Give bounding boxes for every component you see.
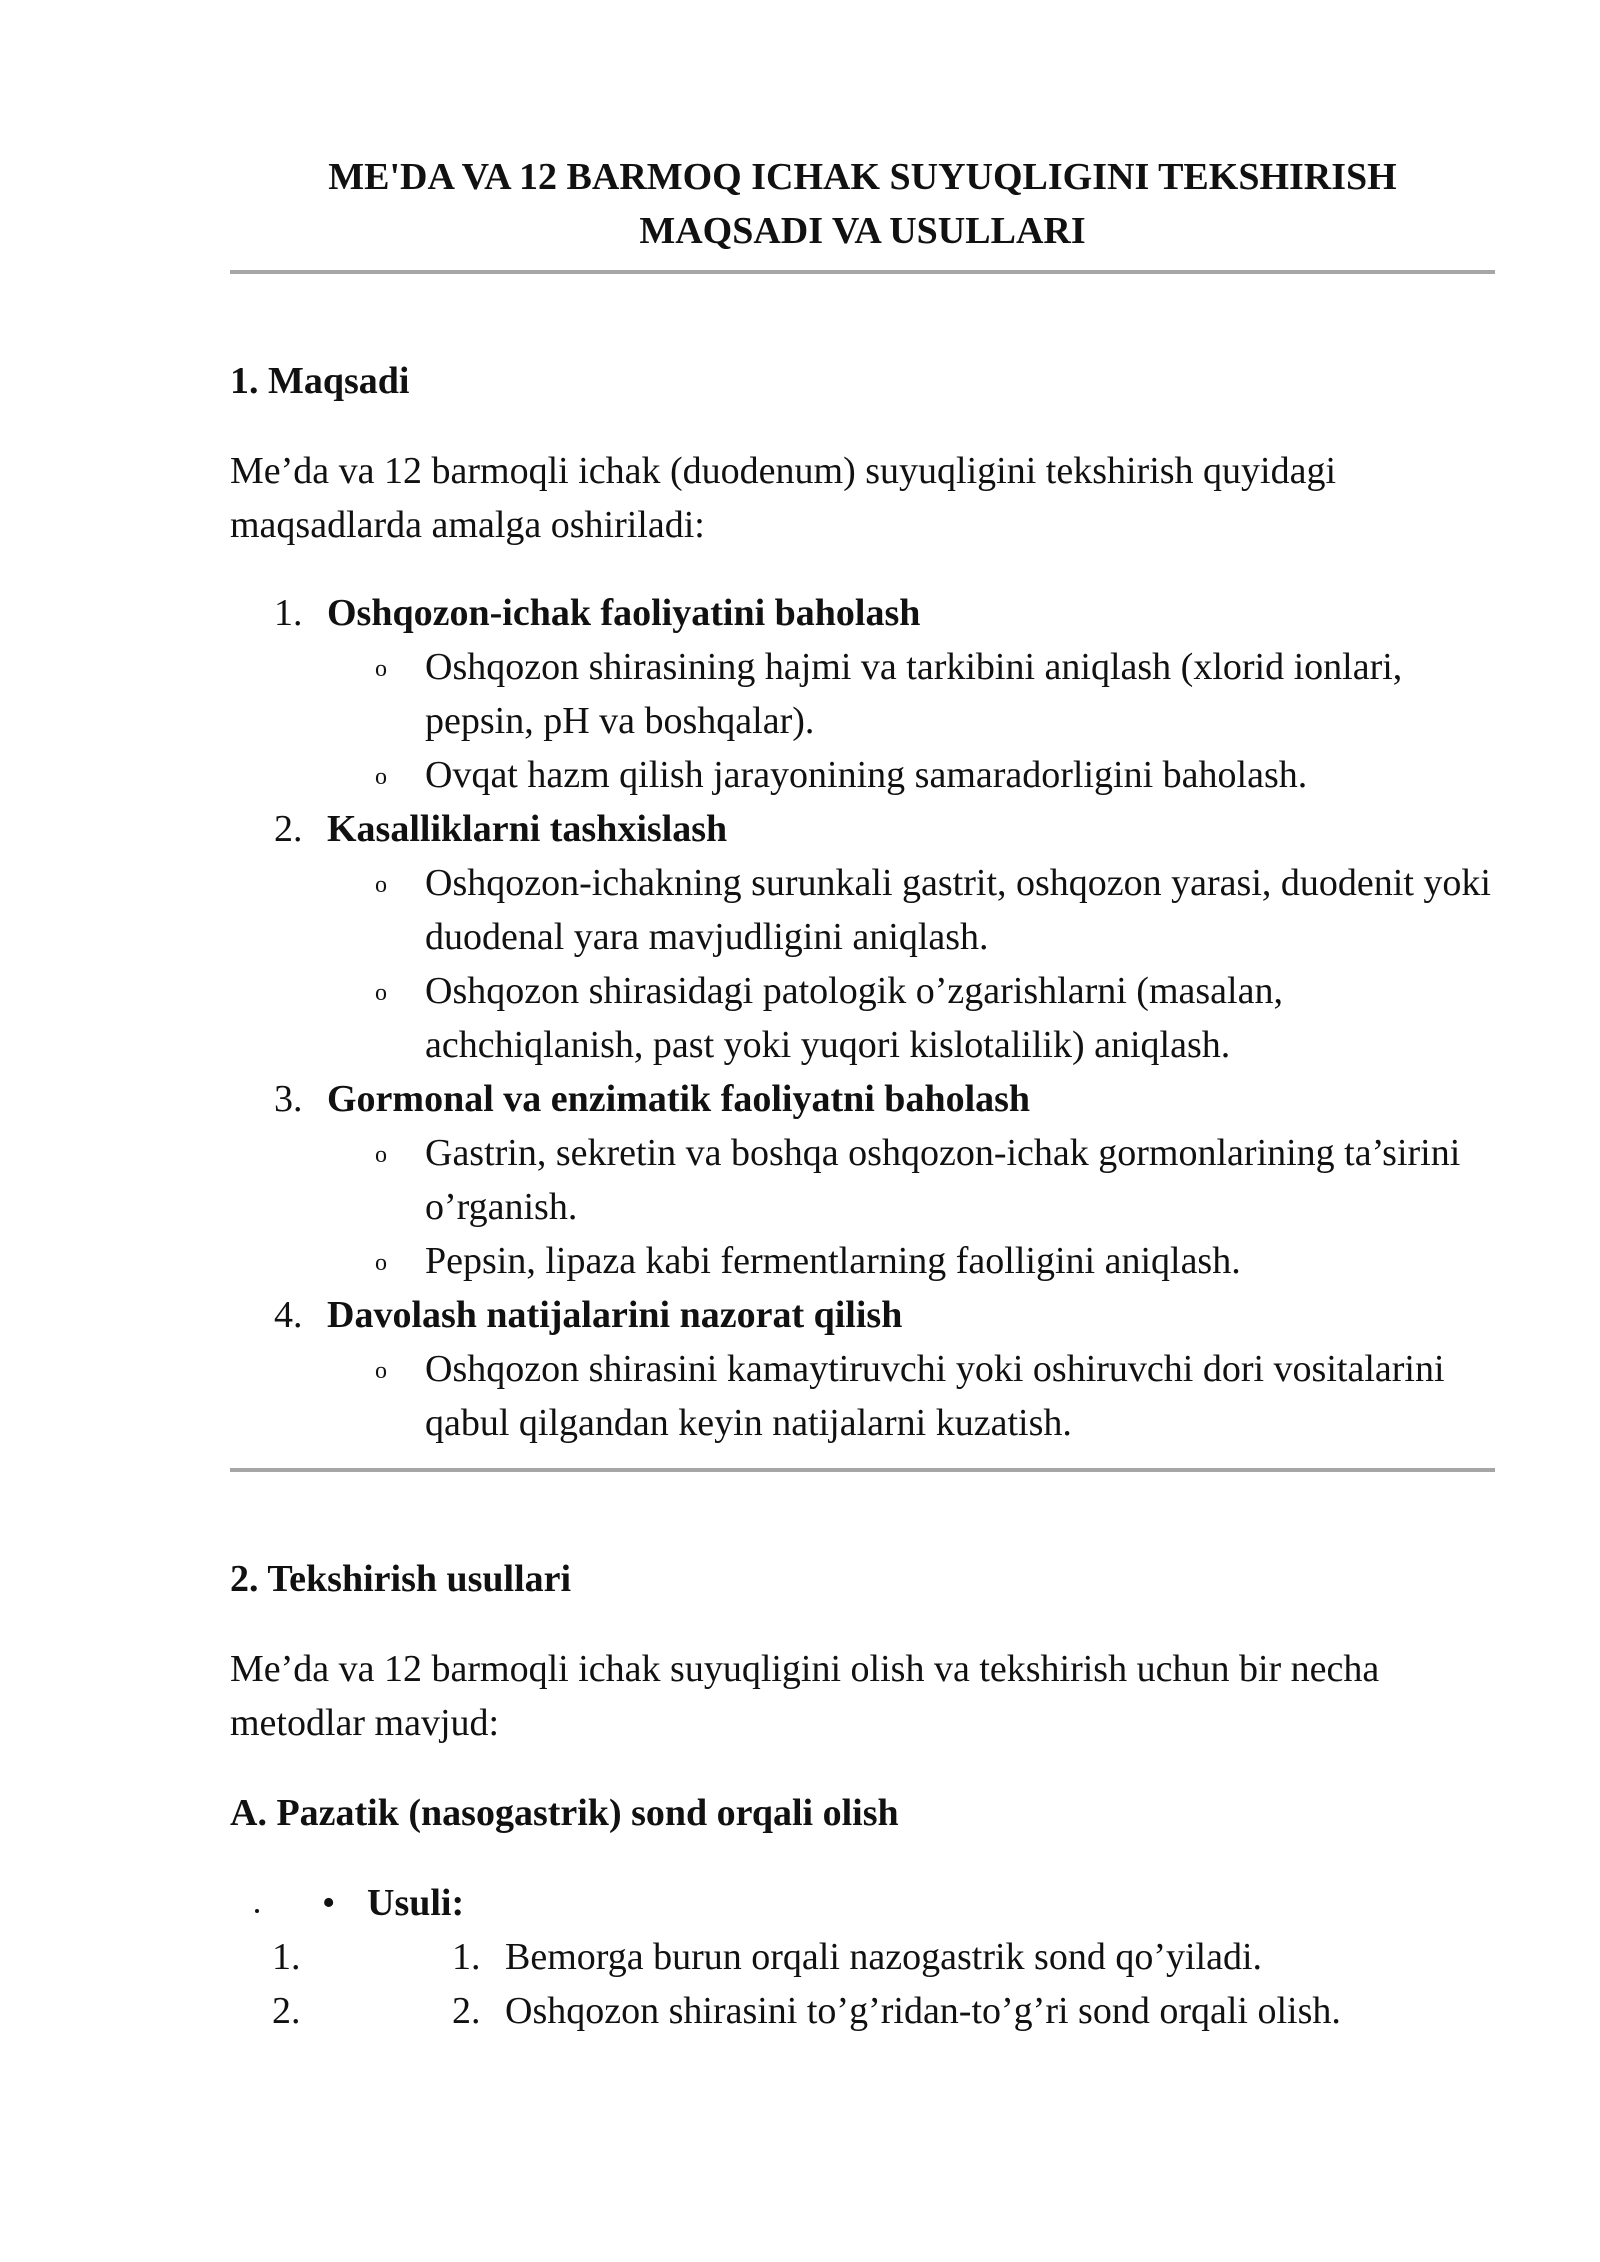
title-line-1: ME'DA VA 12 BARMOQ ICHAK SUYUQLIGINI TEKSHIRISH — [328, 156, 1397, 198]
goal-sub-text: Oshqozon-ichakning surunkali gastrit, oshqozon yarasi, duodenit yoki duodenal yara mavjudligini aniqlash. — [425, 862, 1491, 958]
goal-sub-item — [230, 1234, 1495, 1288]
goals-list — [230, 586, 1495, 1450]
steps-list — [367, 1930, 1495, 2038]
section-1-intro: Me’da va 12 barmoqli ichak (duodenum) suyuqligini tekshirish quyidagi maqsadlarda amalga oshiriladi: — [230, 450, 1337, 546]
title-divider — [230, 270, 1495, 274]
goal-label: Kasalliklarni tashxislash — [327, 808, 728, 850]
circle-bullet-icon: o — [375, 764, 387, 790]
step-text: Oshqozon shirasini to’g’ridan-to’g’ri sond orqali olish. — [505, 1990, 1341, 2032]
goal-sub-text: Oshqozon shirasining hajmi va tarkibini aniqlash (xlorid ionlari, pepsin, pH va boshqalar). — [425, 646, 1403, 742]
method-a-heading: A. Pazatik (nasogastrik) sond orqali olish — [230, 1792, 899, 1834]
step-text: Bemorga burun orqali nazogastrik sond qo’yiladi. — [505, 1936, 1263, 1978]
goal-sub-item — [230, 964, 1495, 1072]
goal-sub-text: Pepsin, lipaza kabi fermentlarning faolligini aniqlash. — [425, 1240, 1241, 1282]
document-content — [230, 150, 1495, 2054]
goal-number: 4. — [274, 1294, 303, 1336]
goal-label: Oshqozon-ichak faoliyatini baholash — [327, 592, 921, 634]
goal-sub-list — [327, 640, 1495, 802]
goal-sub-text: Oshqozon shirasidagi patologik o’zgarishlarni (masalan, achchiqlanish, past yoki yuqori kislotalilik) aniqlash. — [425, 970, 1283, 1066]
step-item — [310, 1930, 1495, 1984]
circle-bullet-icon: o — [375, 872, 387, 898]
goal-label: Davolash natijalarini nazorat qilish — [327, 1294, 903, 1336]
goal-sub-item — [230, 856, 1495, 964]
disc-bullet-icon: • • — [322, 1882, 336, 1924]
goal-sub-text: Oshqozon shirasini kamaytiruvchi yoki oshiruvchi dori vositalarini qabul qilgandan keyin natijalarni kuzatish. — [425, 1348, 1445, 1444]
goal-number: 3. — [274, 1078, 303, 1120]
goal-item-3 — [230, 1072, 1495, 1288]
goal-sub-text: Gastrin, sekretin va boshqa oshqozon-ichak gormonlarining ta’sirini o’rganish. — [425, 1132, 1461, 1228]
goal-item-2 — [230, 802, 1495, 1072]
section-1-heading: 1. Maqsadi — [230, 360, 410, 402]
circle-bullet-icon: o — [375, 1250, 387, 1276]
document-title — [230, 150, 1495, 258]
title-line-2: MAQSADI VA USULLARI — [639, 210, 1086, 252]
goal-number: 1. — [274, 592, 303, 634]
goal-sub-list — [327, 856, 1495, 1072]
goal-sub-list — [327, 1126, 1495, 1288]
goal-label: Gormonal va enzimatik faoliyatni baholash — [327, 1078, 1031, 1120]
circle-bullet-icon: o — [375, 1142, 387, 1168]
goal-sub-item — [230, 748, 1495, 802]
circle-bullet-icon: o — [375, 980, 387, 1006]
goal-sub-list — [327, 1342, 1495, 1450]
goal-sub-item — [230, 640, 1495, 748]
circle-bullet-icon: o — [375, 1358, 387, 1384]
section-2-heading: 2. Tekshirish usullari — [230, 1558, 572, 1600]
step-item — [310, 1984, 1495, 2038]
usul-item — [270, 1876, 1495, 2038]
goal-item-1 — [230, 586, 1495, 802]
section-divider — [230, 1468, 1495, 1472]
step-number: 1. 1. — [452, 1936, 481, 1978]
goal-sub-item — [230, 1342, 1495, 1450]
circle-bullet-icon: o — [375, 656, 387, 682]
section-2-intro: Me’da va 12 barmoqli ichak suyuqligini olish va tekshirish uchun bir necha metodlar mavjud: — [230, 1648, 1380, 1744]
goal-sub-item — [230, 1126, 1495, 1234]
step-number: 2. 2. — [452, 1990, 481, 2032]
goal-item-4 — [230, 1288, 1495, 1450]
method-a-list — [230, 1876, 1495, 2038]
goal-sub-text: Ovqat hazm qilish jarayonining samaradorligini baholash. — [425, 754, 1308, 796]
goal-number: 2. — [274, 808, 303, 850]
usul-label: Usuli: — [367, 1882, 465, 1924]
